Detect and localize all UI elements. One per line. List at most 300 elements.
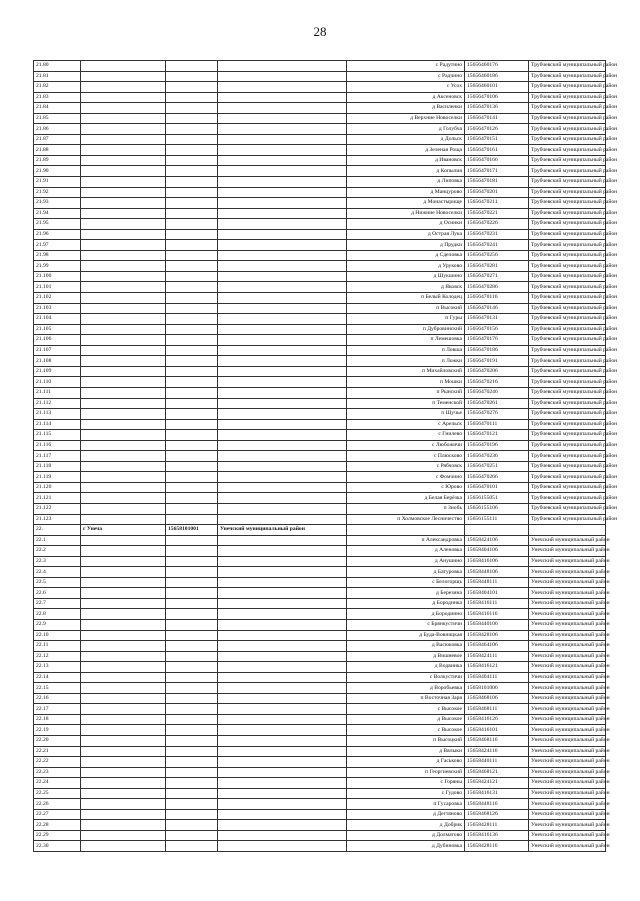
- municipality-name: [81, 208, 166, 219]
- municipality-name: [81, 461, 166, 472]
- oktmo-code: 15656470101: [465, 482, 529, 493]
- municipality-district: [218, 409, 347, 420]
- oktmo-code: 15656470146: [465, 303, 529, 314]
- oktmo-code: 15656470171: [465, 166, 529, 177]
- district-name: Трубчевский муниципальный район: [529, 103, 606, 114]
- settlement-name: с Волкустичи: [347, 672, 465, 683]
- table-row: [34, 440, 606, 451]
- table-row: [34, 303, 606, 314]
- municipality-name: [81, 546, 166, 557]
- row-number: 22.2: [34, 546, 81, 557]
- table-row: [34, 366, 606, 377]
- district-name: Унечский муниципальный район: [529, 630, 606, 641]
- district-name: Трубчевский муниципальный район: [529, 314, 606, 325]
- row-number: 22.26: [34, 799, 81, 810]
- table-row: [34, 451, 606, 462]
- oktmo-code: 15658424116: [465, 746, 529, 757]
- municipality-code: [166, 841, 218, 852]
- municipality-district: [218, 92, 347, 103]
- municipality-code: [166, 683, 218, 694]
- oktmo-code: 15658448116: [465, 799, 529, 810]
- municipality-name: [81, 830, 166, 841]
- municipality-code: [166, 82, 218, 93]
- oktmo-code: 15656470281: [465, 261, 529, 272]
- municipality-district: [218, 166, 347, 177]
- municipality-code: [166, 567, 218, 578]
- table-row: [34, 314, 606, 325]
- oktmo-code: 15656470206: [465, 366, 529, 377]
- row-number: 22.22: [34, 757, 81, 768]
- district-name: Трубчевский муниципальный район: [529, 440, 606, 451]
- oktmo-code: 15656470136: [465, 103, 529, 114]
- municipality-name: [81, 493, 166, 504]
- municipality-name: [81, 736, 166, 747]
- table-row: [34, 145, 606, 156]
- municipality-district: [218, 82, 347, 93]
- municipality-name: [81, 746, 166, 757]
- municipality-code: [166, 630, 218, 641]
- table-row: [34, 683, 606, 694]
- row-number: 22.25: [34, 788, 81, 799]
- municipality-name: [81, 82, 166, 93]
- district-name: Трубчевский муниципальный район: [529, 134, 606, 145]
- district-name: Трубчевский муниципальный район: [529, 303, 606, 314]
- municipality-name: [81, 366, 166, 377]
- settlement-name: д Анушино: [347, 556, 465, 567]
- municipality-code: [166, 482, 218, 493]
- settlement-name: д Белая Берёзка: [347, 493, 465, 504]
- municipality-code: [166, 577, 218, 588]
- municipality-district: [218, 841, 347, 852]
- settlement-name: с Усох: [347, 82, 465, 93]
- settlement-name: д Осинки: [347, 219, 465, 230]
- municipality-code: [166, 704, 218, 715]
- oktmo-code: 15658440106: [465, 619, 529, 630]
- row-number: 21.120: [34, 482, 81, 493]
- table-row: [34, 503, 606, 514]
- municipality-district: [218, 314, 347, 325]
- oktmo-code: 15656470161: [465, 145, 529, 156]
- municipality-name: [81, 303, 166, 314]
- row-number: 22.7: [34, 598, 81, 609]
- district-name: Трубчевский муниципальный район: [529, 324, 606, 335]
- row-number: 22.29: [34, 830, 81, 841]
- table-row: [34, 177, 606, 188]
- oktmo-code: 15658416136: [465, 830, 529, 841]
- municipality-name: [81, 535, 166, 546]
- district-name: Трубчевский муниципальный район: [529, 282, 606, 293]
- municipality-code: [166, 345, 218, 356]
- table-row: [34, 324, 606, 335]
- settlement-name: [347, 525, 465, 536]
- district-name: Трубчевский муниципальный район: [529, 177, 606, 188]
- oktmo-code: 15656470266: [465, 472, 529, 483]
- oktmo-code: 15656470231: [465, 229, 529, 240]
- municipality-code: [166, 229, 218, 240]
- table-row: [34, 493, 606, 504]
- row-number: 21.102: [34, 293, 81, 304]
- municipality-district: [218, 535, 347, 546]
- table-row: [34, 788, 606, 799]
- table-row: [34, 293, 606, 304]
- settlement-name: п Щучье: [347, 409, 465, 420]
- district-name: Трубчевский муниципальный район: [529, 250, 606, 261]
- municipality-code: [166, 240, 218, 251]
- row-number: 22.9: [34, 619, 81, 630]
- settlement-name: п Лемешовка: [347, 335, 465, 346]
- settlement-name: д Аленовка: [347, 546, 465, 557]
- municipality-name: [81, 841, 166, 852]
- row-number: 21.115: [34, 430, 81, 441]
- table-row: [34, 387, 606, 398]
- oktmo-code: 15656155051: [465, 493, 529, 504]
- municipality-district: [218, 514, 347, 525]
- row-number: 21.87: [34, 134, 81, 145]
- municipality-name: [81, 598, 166, 609]
- table-row: [34, 271, 606, 282]
- municipality-code: [166, 398, 218, 409]
- district-name: Унечский муниципальный район: [529, 799, 606, 810]
- municipality-code: [166, 303, 218, 314]
- row-number: 21.117: [34, 451, 81, 462]
- oktmo-code: 15656470201: [465, 187, 529, 198]
- district-name: Унечский муниципальный район: [529, 767, 606, 778]
- table-row: [34, 556, 606, 567]
- municipality-name: [81, 630, 166, 641]
- district-name: Унечский муниципальный район: [529, 830, 606, 841]
- settlement-name: д Гаськово: [347, 757, 465, 768]
- table-row: [34, 809, 606, 820]
- municipality-district: [218, 641, 347, 652]
- municipality-code: [166, 314, 218, 325]
- table-row: [34, 124, 606, 135]
- table-row: [34, 261, 606, 272]
- settlement-name: д Дегтяново: [347, 809, 465, 820]
- row-number: 22.5: [34, 577, 81, 588]
- municipality-code: [166, 409, 218, 420]
- row-number: 21.116: [34, 440, 81, 451]
- oktmo-code: [465, 525, 529, 536]
- district-name: Унечский муниципальный район: [529, 704, 606, 715]
- municipality-district: [218, 577, 347, 588]
- municipality-code: [166, 503, 218, 514]
- district-name: Трубчевский муниципальный район: [529, 472, 606, 483]
- row-number: 22.16: [34, 693, 81, 704]
- oktmo-code: 15658416106: [465, 556, 529, 567]
- district-name: Трубчевский муниципальный район: [529, 366, 606, 377]
- settlement-name: п Рынский: [347, 387, 465, 398]
- table-row: [34, 198, 606, 209]
- row-number: 21.86: [34, 124, 81, 135]
- oktmo-code: 15656470276: [465, 409, 529, 420]
- table-row: [34, 641, 606, 652]
- municipality-district: [218, 757, 347, 768]
- settlement-name: п Мошки: [347, 377, 465, 388]
- municipality-code: [166, 61, 218, 72]
- district-name: Трубчевский муниципальный район: [529, 335, 606, 346]
- settlement-name: с Любожичи: [347, 440, 465, 451]
- oktmo-code: 15656470236: [465, 451, 529, 462]
- district-name: Трубчевский муниципальный район: [529, 271, 606, 282]
- municipality-name: [81, 472, 166, 483]
- oktmo-code: 15656470261: [465, 398, 529, 409]
- settlement-name: с Гудово: [347, 788, 465, 799]
- row-number: 21.105: [34, 324, 81, 335]
- settlement-name: с Брянкустичи: [347, 619, 465, 630]
- district-name: Унечский муниципальный район: [529, 651, 606, 662]
- district-name: Трубчевский муниципальный район: [529, 82, 606, 93]
- row-number: 22.11: [34, 641, 81, 652]
- oktmo-code: 15656470186: [465, 345, 529, 356]
- municipality-name: [81, 567, 166, 578]
- table-row: [34, 577, 606, 588]
- row-number: 21.88: [34, 145, 81, 156]
- district-name: Унечский муниципальный район: [529, 672, 606, 683]
- district-name: [529, 525, 606, 536]
- municipality-name: [81, 788, 166, 799]
- table-row: [34, 430, 606, 441]
- municipality-code: [166, 250, 218, 261]
- municipality-name: [81, 619, 166, 630]
- table-row: [34, 746, 606, 757]
- settlement-name: д Монастырище: [347, 198, 465, 209]
- municipality-district: [218, 187, 347, 198]
- municipality-name: [81, 820, 166, 831]
- municipality-code: [166, 535, 218, 546]
- municipality-name: [81, 134, 166, 145]
- table-row: [34, 219, 606, 230]
- row-number: 22.12: [34, 651, 81, 662]
- table-row: [34, 651, 606, 662]
- row-number: 21.95: [34, 219, 81, 230]
- municipality-name: [81, 430, 166, 441]
- district-name: Унечский муниципальный район: [529, 546, 606, 557]
- oktmo-code: 15656470211: [465, 198, 529, 209]
- municipality-district: [218, 651, 347, 662]
- municipality-district: [218, 356, 347, 367]
- settlement-name: д Дольск: [347, 134, 465, 145]
- settlement-name: д Прудки: [347, 240, 465, 251]
- settlement-name: с Радчино: [347, 71, 465, 82]
- municipality-code: [166, 472, 218, 483]
- municipality-name: [81, 155, 166, 166]
- settlement-name: д Добрик: [347, 820, 465, 831]
- municipality-district: [218, 788, 347, 799]
- municipality-district: [218, 598, 347, 609]
- table-row: [34, 282, 606, 293]
- settlement-name: д Вялыки: [347, 746, 465, 757]
- table-row: [34, 187, 606, 198]
- table-row: [34, 409, 606, 420]
- row-number: 21.89: [34, 155, 81, 166]
- table-row: [34, 598, 606, 609]
- row-number: 22.: [34, 525, 81, 536]
- municipality-district: [218, 482, 347, 493]
- settlement-name: д Аксеновск: [347, 92, 465, 103]
- district-name: Трубчевский муниципальный район: [529, 461, 606, 472]
- municipality-name: [81, 145, 166, 156]
- row-number: 21.85: [34, 113, 81, 124]
- row-number: 22.20: [34, 736, 81, 747]
- district-name: Трубчевский муниципальный район: [529, 514, 606, 525]
- municipality-district: [218, 546, 347, 557]
- municipality-name: [81, 767, 166, 778]
- municipality-name: [81, 725, 166, 736]
- municipality-district: [218, 430, 347, 441]
- row-number: 22.27: [34, 809, 81, 820]
- municipality-name: [81, 271, 166, 282]
- municipality-district: [218, 472, 347, 483]
- settlement-name: п Холмовское Лесничество: [347, 514, 465, 525]
- settlement-name: с Юрово: [347, 482, 465, 493]
- settlement-table: [33, 60, 618, 852]
- municipality-district: [218, 736, 347, 747]
- municipality-district: [218, 809, 347, 820]
- municipality-code: [166, 124, 218, 135]
- settlement-name: д Нижние Новоселки: [347, 208, 465, 219]
- settlement-name: д Батуровка: [347, 567, 465, 578]
- district-name: Унечский муниципальный район: [529, 598, 606, 609]
- row-number: 21.82: [34, 82, 81, 93]
- table-row: [34, 82, 606, 93]
- district-name: Трубчевский муниципальный район: [529, 430, 606, 441]
- oktmo-code: 15656460186: [465, 71, 529, 82]
- oktmo-code: 15656470241: [465, 240, 529, 251]
- settlement-name: п Гуры: [347, 314, 465, 325]
- municipality-name: [81, 714, 166, 725]
- municipality-district: [218, 662, 347, 673]
- table-row: [34, 704, 606, 715]
- row-number: 21.114: [34, 419, 81, 430]
- district-name: Трубчевский муниципальный район: [529, 145, 606, 156]
- row-number: 22.30: [34, 841, 81, 852]
- municipality-name: г Унеча: [81, 525, 166, 536]
- municipality-code: [166, 440, 218, 451]
- municipality-district: [218, 198, 347, 209]
- settlement-name: с Фомчино: [347, 472, 465, 483]
- row-number: 21.122: [34, 503, 81, 514]
- oktmo-code: 15656470176: [465, 335, 529, 346]
- oktmo-code: 15658416126: [465, 714, 529, 725]
- municipality-name: [81, 556, 166, 567]
- row-number: 22.14: [34, 672, 81, 683]
- settlement-name: п Знобь: [347, 503, 465, 514]
- oktmo-code: 15656155111: [465, 514, 529, 525]
- municipality-name: [81, 113, 166, 124]
- municipality-name: [81, 198, 166, 209]
- district-name: Трубчевский муниципальный район: [529, 71, 606, 82]
- municipality-code: [166, 514, 218, 525]
- district-name: Унечский муниципальный район: [529, 693, 606, 704]
- oktmo-code: 15656460176: [465, 61, 529, 72]
- municipality-district: [218, 208, 347, 219]
- municipality-district: [218, 619, 347, 630]
- municipality-name: [81, 440, 166, 451]
- district-name: Унечский муниципальный район: [529, 746, 606, 757]
- row-number: 21.104: [34, 314, 81, 325]
- oktmo-code: 15658440111: [465, 757, 529, 768]
- table-row: [34, 377, 606, 388]
- oktmo-code: 15658468121: [465, 767, 529, 778]
- municipality-code: 15658101001: [166, 525, 218, 536]
- oktmo-code: 15656470196: [465, 440, 529, 451]
- table-row: [34, 714, 606, 725]
- table-row: [34, 736, 606, 747]
- municipality-code: [166, 662, 218, 673]
- oktmo-code: 15658101006: [465, 683, 529, 694]
- oktmo-code: 15658404106: [465, 546, 529, 557]
- oktmo-code: 15656470116: [465, 293, 529, 304]
- settlement-name: п Михайловский: [347, 366, 465, 377]
- settlement-name: с Гнилево: [347, 430, 465, 441]
- row-number: 22.23: [34, 767, 81, 778]
- municipality-code: [166, 335, 218, 346]
- row-number: 21.81: [34, 71, 81, 82]
- municipality-district: [218, 503, 347, 514]
- municipality-district: [218, 229, 347, 240]
- table-row: [34, 609, 606, 620]
- settlement-name: д Яковск: [347, 282, 465, 293]
- municipality-code: [166, 430, 218, 441]
- row-number: 21.111: [34, 387, 81, 398]
- district-name: Трубчевский муниципальный район: [529, 409, 606, 420]
- table-row: [34, 335, 606, 346]
- municipality-district: [218, 493, 347, 504]
- municipality-name: [81, 293, 166, 304]
- municipality-code: [166, 461, 218, 472]
- municipality-district: [218, 630, 347, 641]
- municipality-name: [81, 324, 166, 335]
- table-body: [34, 61, 618, 852]
- settlement-name: д Сделовка: [347, 250, 465, 261]
- settlement-name: д Уруково: [347, 261, 465, 272]
- table-row: [34, 630, 606, 641]
- row-number: 22.3: [34, 556, 81, 567]
- municipality-district: [218, 335, 347, 346]
- settlement-name: д Голубча: [347, 124, 465, 135]
- municipality-district: [218, 324, 347, 335]
- oktmo-code: 15658404111: [465, 672, 529, 683]
- municipality-code: [166, 177, 218, 188]
- row-number: 21.101: [34, 282, 81, 293]
- table-row: [34, 208, 606, 219]
- municipality-code: [166, 598, 218, 609]
- municipality-name: [81, 229, 166, 240]
- settlement-name: д Копылия: [347, 166, 465, 177]
- municipality-district: [218, 693, 347, 704]
- settlement-name: д Шукшино: [347, 271, 465, 282]
- municipality-district: [218, 778, 347, 789]
- row-number: 21.106: [34, 335, 81, 346]
- table-row: [34, 767, 606, 778]
- table-row: [34, 482, 606, 493]
- district-name: Унечский муниципальный район: [529, 778, 606, 789]
- table-row: [34, 619, 606, 630]
- row-number: 22.6: [34, 588, 81, 599]
- table-row: [34, 419, 606, 430]
- row-number: 21.118: [34, 461, 81, 472]
- settlement-name: с Высокое: [347, 704, 465, 715]
- municipality-district: [218, 303, 347, 314]
- municipality-name: [81, 799, 166, 810]
- oktmo-code: 15658468116: [465, 736, 529, 747]
- municipality-district: [218, 672, 347, 683]
- district-name: Унечский муниципальный район: [529, 577, 606, 588]
- municipality-district: [218, 398, 347, 409]
- settlement-name: с Высокое: [347, 725, 465, 736]
- settlement-name: с Радутино: [347, 61, 465, 72]
- municipality-district: [218, 61, 347, 72]
